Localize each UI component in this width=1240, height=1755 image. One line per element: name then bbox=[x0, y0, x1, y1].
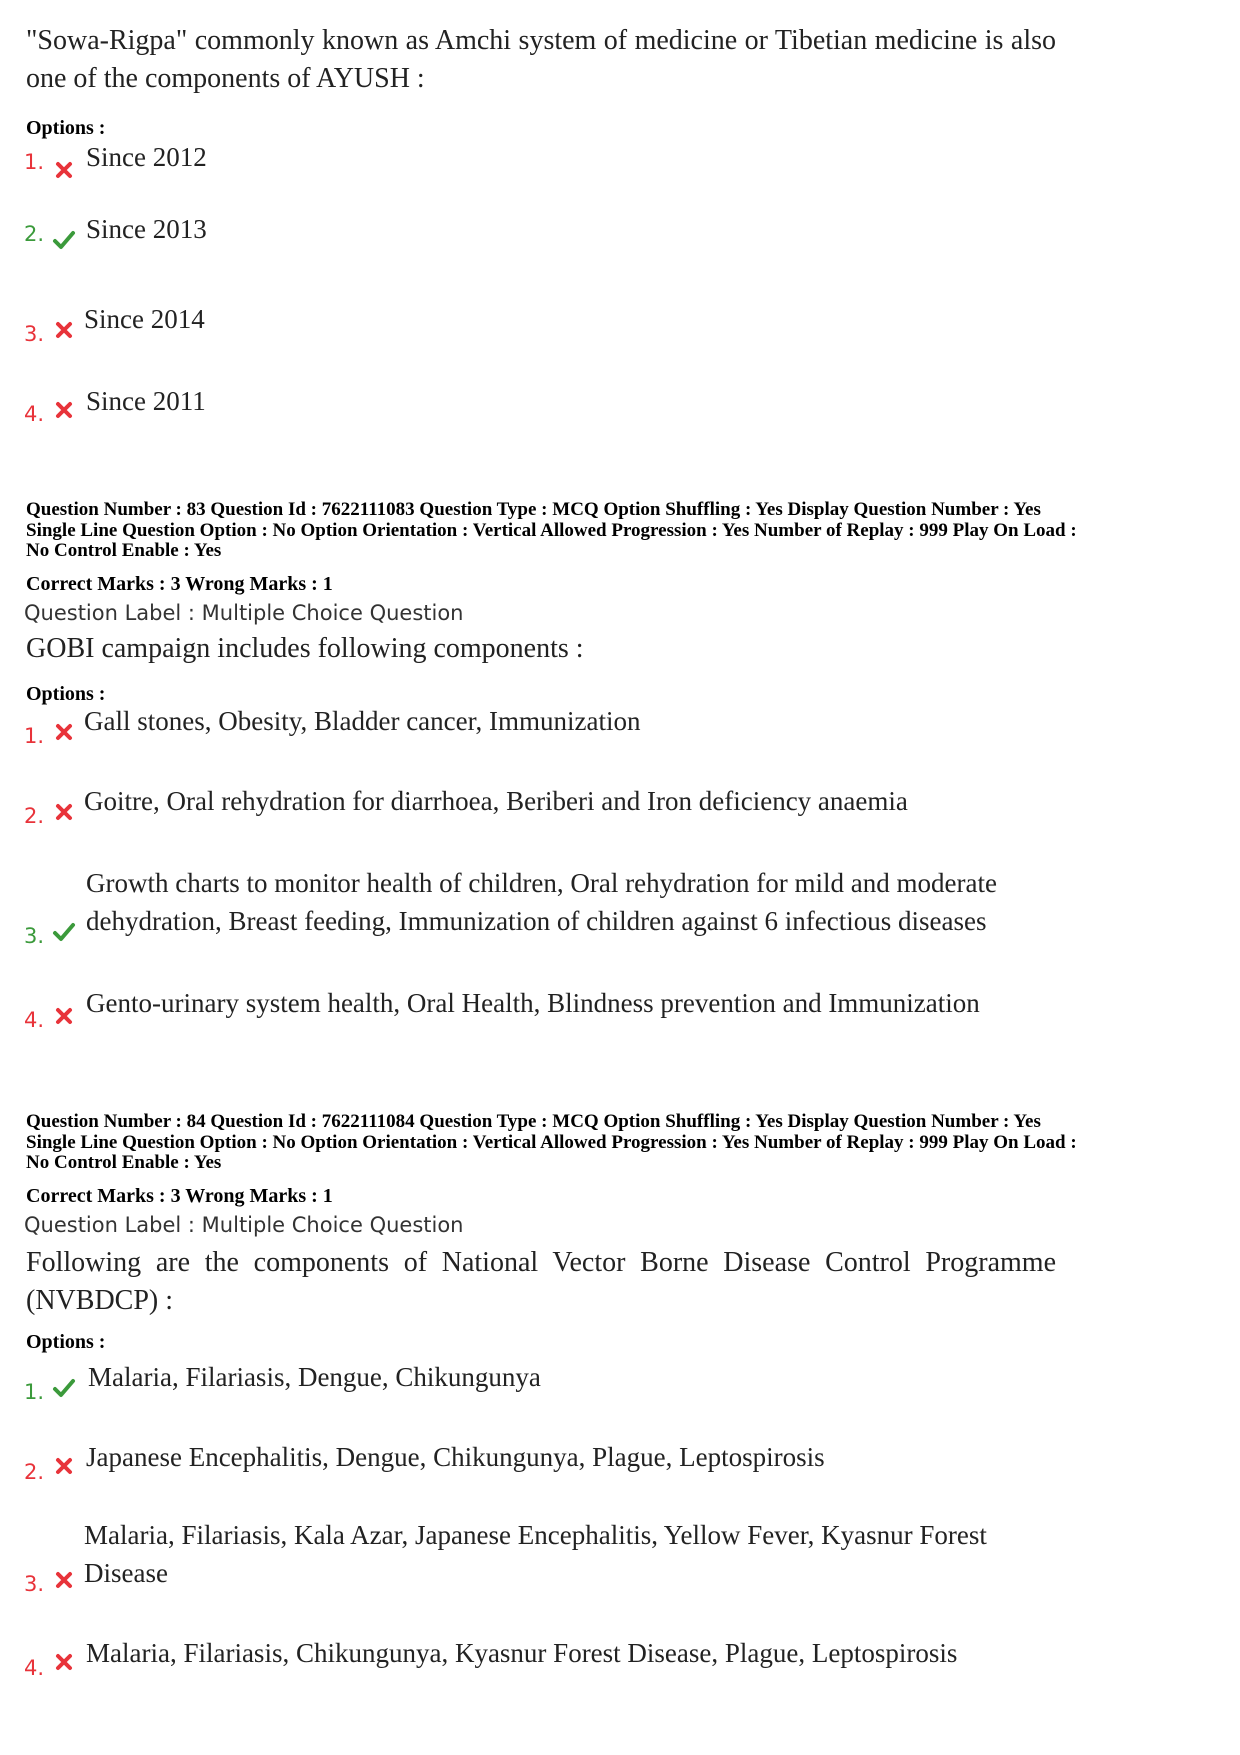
check-icon bbox=[52, 230, 76, 250]
cross-icon bbox=[54, 802, 74, 822]
question-84-meta bbox=[26, 1112, 1226, 1174]
option-number: 4. bbox=[24, 1656, 45, 1680]
cross-icon bbox=[54, 320, 74, 340]
option-text: Gall stones, Obesity, Bladder cancer, Immunization bbox=[84, 706, 641, 736]
cross-icon bbox=[54, 722, 74, 742]
option-number: 1. bbox=[24, 724, 45, 748]
cross-icon bbox=[54, 1652, 74, 1672]
question-83-text: GOBI campaign includes following components : bbox=[26, 633, 584, 664]
option-text: Since 2013 bbox=[86, 214, 207, 244]
cross-icon bbox=[54, 160, 74, 180]
question-84-marks: Correct Marks : 3 Wrong Marks : 1 bbox=[26, 1185, 333, 1207]
check-icon bbox=[52, 1378, 76, 1398]
option-text: Goitre, Oral rehydration for diarrhoea, Beriberi and Iron deficiency anaemia bbox=[84, 786, 908, 816]
option-number: 2. bbox=[24, 222, 45, 246]
option-number: 2. bbox=[24, 1460, 45, 1484]
cross-icon bbox=[54, 1570, 74, 1590]
option-text: Gento-urinary system health, Oral Health, Blindness prevention and Immunization bbox=[86, 988, 980, 1018]
option-text: Growth charts to monitor health of children, Oral rehydration for mild and moderate dehydration, Breast feeding, Immunization of children against 6 infectious diseases bbox=[86, 868, 997, 936]
option-number: 4. bbox=[24, 1008, 45, 1032]
meta-line: Question Number : 84 Question Id : 7622111084 Question Type : MCQ Option Shuffling : Yes Display Question Number : Yes bbox=[26, 1111, 1041, 1132]
options-label: Options : bbox=[26, 117, 106, 139]
option-number: 2. bbox=[24, 804, 45, 828]
option-text: Since 2014 bbox=[84, 304, 205, 334]
question-83-label: Question Label : Multiple Choice Question bbox=[24, 601, 464, 625]
option-text: Malaria, Filariasis, Chikungunya, Kyasnur Forest Disease, Plague, Leptospirosis bbox=[86, 1638, 958, 1668]
option-text: Malaria, Filariasis, Kala Azar, Japanese Encephalitis, Yellow Fever, Kyasnur Forest Disease bbox=[84, 1520, 987, 1588]
meta-line: No Control Enable : Yes bbox=[26, 1152, 222, 1173]
option-number: 1. bbox=[24, 150, 45, 174]
meta-line: Single Line Question Option : No Option Orientation : Vertical Allowed Progression : Yes Number of Replay : 999 Play On Load : bbox=[26, 519, 1077, 541]
question-84-text: Following are the components of National Vector Borne Disease Control Programme (NVBDCP) : bbox=[26, 1247, 1056, 1316]
cross-icon bbox=[54, 1456, 74, 1476]
meta-line: No Control Enable : Yes bbox=[26, 540, 222, 561]
option-text: Malaria, Filariasis, Dengue, Chikungunya bbox=[88, 1362, 541, 1392]
option-number: 3. bbox=[24, 924, 45, 948]
option-number: 1. bbox=[24, 1380, 45, 1404]
options-label: Options : bbox=[26, 683, 106, 705]
question-83-meta bbox=[26, 500, 1226, 562]
options-label: Options : bbox=[26, 1331, 106, 1353]
option-number: 3. bbox=[24, 322, 45, 346]
cross-icon bbox=[54, 1006, 74, 1026]
meta-line: Question Number : 83 Question Id : 7622111083 Question Type : MCQ Option Shuffling : Yes Display Question Number : Yes bbox=[26, 499, 1041, 520]
option-number: 3. bbox=[24, 1572, 45, 1596]
meta-line: Single Line Question Option : No Option Orientation : Vertical Allowed Progression : Yes Number of Replay : 999 Play On Load : bbox=[26, 1131, 1077, 1153]
question-83-marks: Correct Marks : 3 Wrong Marks : 1 bbox=[26, 573, 333, 595]
option-text: Since 2012 bbox=[86, 142, 207, 172]
option-text: Since 2011 bbox=[86, 386, 206, 416]
cross-icon bbox=[54, 400, 74, 420]
check-icon bbox=[52, 922, 76, 942]
question-82-text: "Sowa-Rigpa" commonly known as Amchi system of medicine or Tibetian medicine is also one of the components of AYUSH : bbox=[26, 25, 1056, 94]
option-text: Japanese Encephalitis, Dengue, Chikungunya, Plague, Leptospirosis bbox=[86, 1442, 825, 1472]
option-number: 4. bbox=[24, 402, 45, 426]
question-84-label: Question Label : Multiple Choice Question bbox=[24, 1213, 464, 1237]
